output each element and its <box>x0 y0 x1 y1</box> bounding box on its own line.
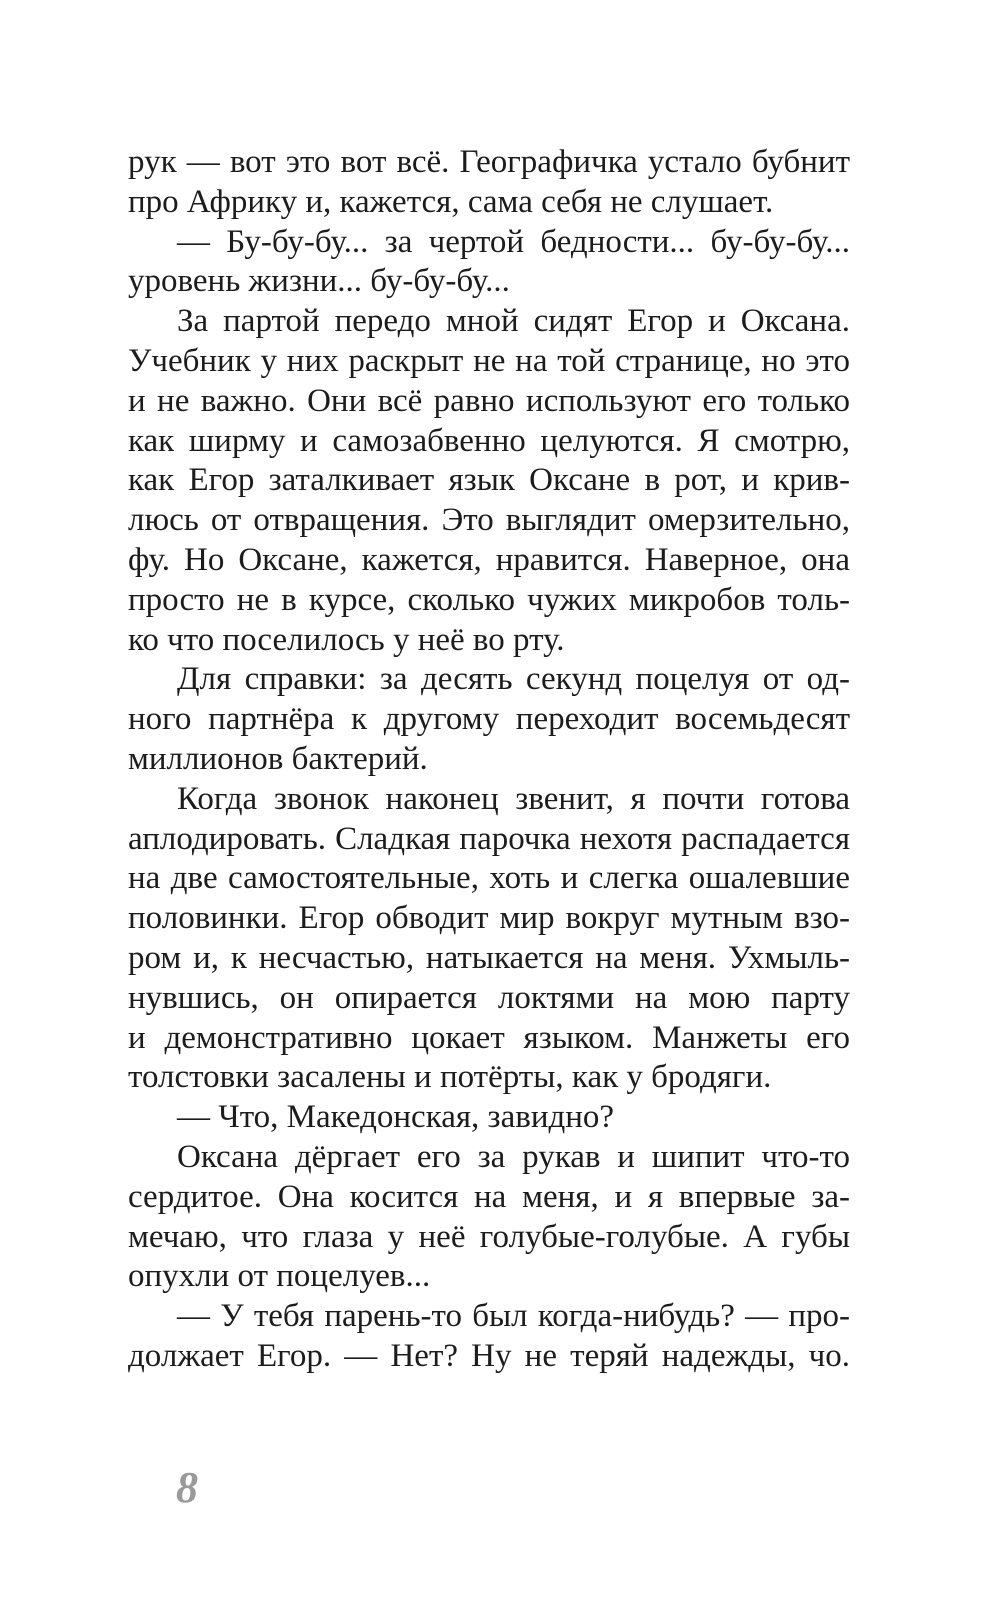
text-line: нувшись, он опирается локтями на мою парту <box>128 979 850 1016</box>
text-line: — Бу-бу-бу... за чертой бедности... бу-бу-бу... <box>177 223 850 260</box>
text-line: ко что поселилось у неё во рту. <box>128 621 565 658</box>
text-line: рук — вот это вот всё. Географичка устало бубнит <box>128 144 850 180</box>
text-line: мечаю, что глаза у неё голубые-голубые. А губы <box>128 1218 850 1255</box>
text-line: Для справки: за десять секунд поцелуя от од- <box>177 661 850 698</box>
text-line: фу. Но Оксане, кажется, нравится. Наверное, она <box>128 541 850 578</box>
text-line: люсь от отвращения. Это выглядит омерзительно, <box>128 502 850 539</box>
text-line: — У тебя парень-то был когда-нибудь? — про- <box>177 1298 850 1335</box>
text-line: про Африку и, кажется, сама себя не слушает. <box>128 183 774 220</box>
body-text <box>128 143 850 1377</box>
text-line: аплодировать. Сладкая парочка нехотя распадается <box>128 820 850 857</box>
text-line: толстовки засалены и потёрты, как у бродяги. <box>128 1059 772 1096</box>
text-line: За партой передо мной сидят Егор и Оксана. <box>177 303 850 340</box>
text-line: и демонстративно цокает языком. Манжеты его <box>128 1019 850 1056</box>
text-line: должает Егор. — Нет? Ну не теряй надежды, чо. <box>128 1337 850 1374</box>
page-number: 8 <box>176 1463 198 1512</box>
text-line: и не важно. Они всё равно используют его только <box>128 382 850 419</box>
text-line: опухли от поцелуев... <box>128 1258 431 1295</box>
text-line: миллионов бактерий. <box>128 740 428 777</box>
text-line: уровень жизни... бу-бу-бу... <box>128 263 510 300</box>
text-line: просто не в курсе, сколько чужих микробов толь- <box>128 581 850 618</box>
text-line: Учебник у них раскрыт не на той странице, но это <box>128 342 850 379</box>
text-line: Когда звонок наконец звенит, я почти готова <box>177 780 850 817</box>
text-line: ного партнёра к другому переходит восемьдесят <box>128 701 850 738</box>
text-line: ром и, к несчастью, натыкается на меня. Ухмыль- <box>128 939 850 976</box>
text-line: — Что, Македонская, завидно? <box>177 1099 615 1136</box>
text-line: Оксана дёргает его за рукав и шипит что-то <box>177 1138 850 1175</box>
text-line: как Егор заталкивает язык Оксане в рот, и крив- <box>128 462 850 499</box>
text-line: на две самостоятельные, хоть и слегка ошалевшие <box>128 860 850 897</box>
text-line: как ширму и самозабвенно целуются. Я смотрю, <box>128 422 850 459</box>
text-line: половинки. Егор обводит мир вокруг мутным взо- <box>128 900 850 937</box>
text-line: сердитое. Она косится на меня, и я впервые за- <box>128 1178 850 1215</box>
